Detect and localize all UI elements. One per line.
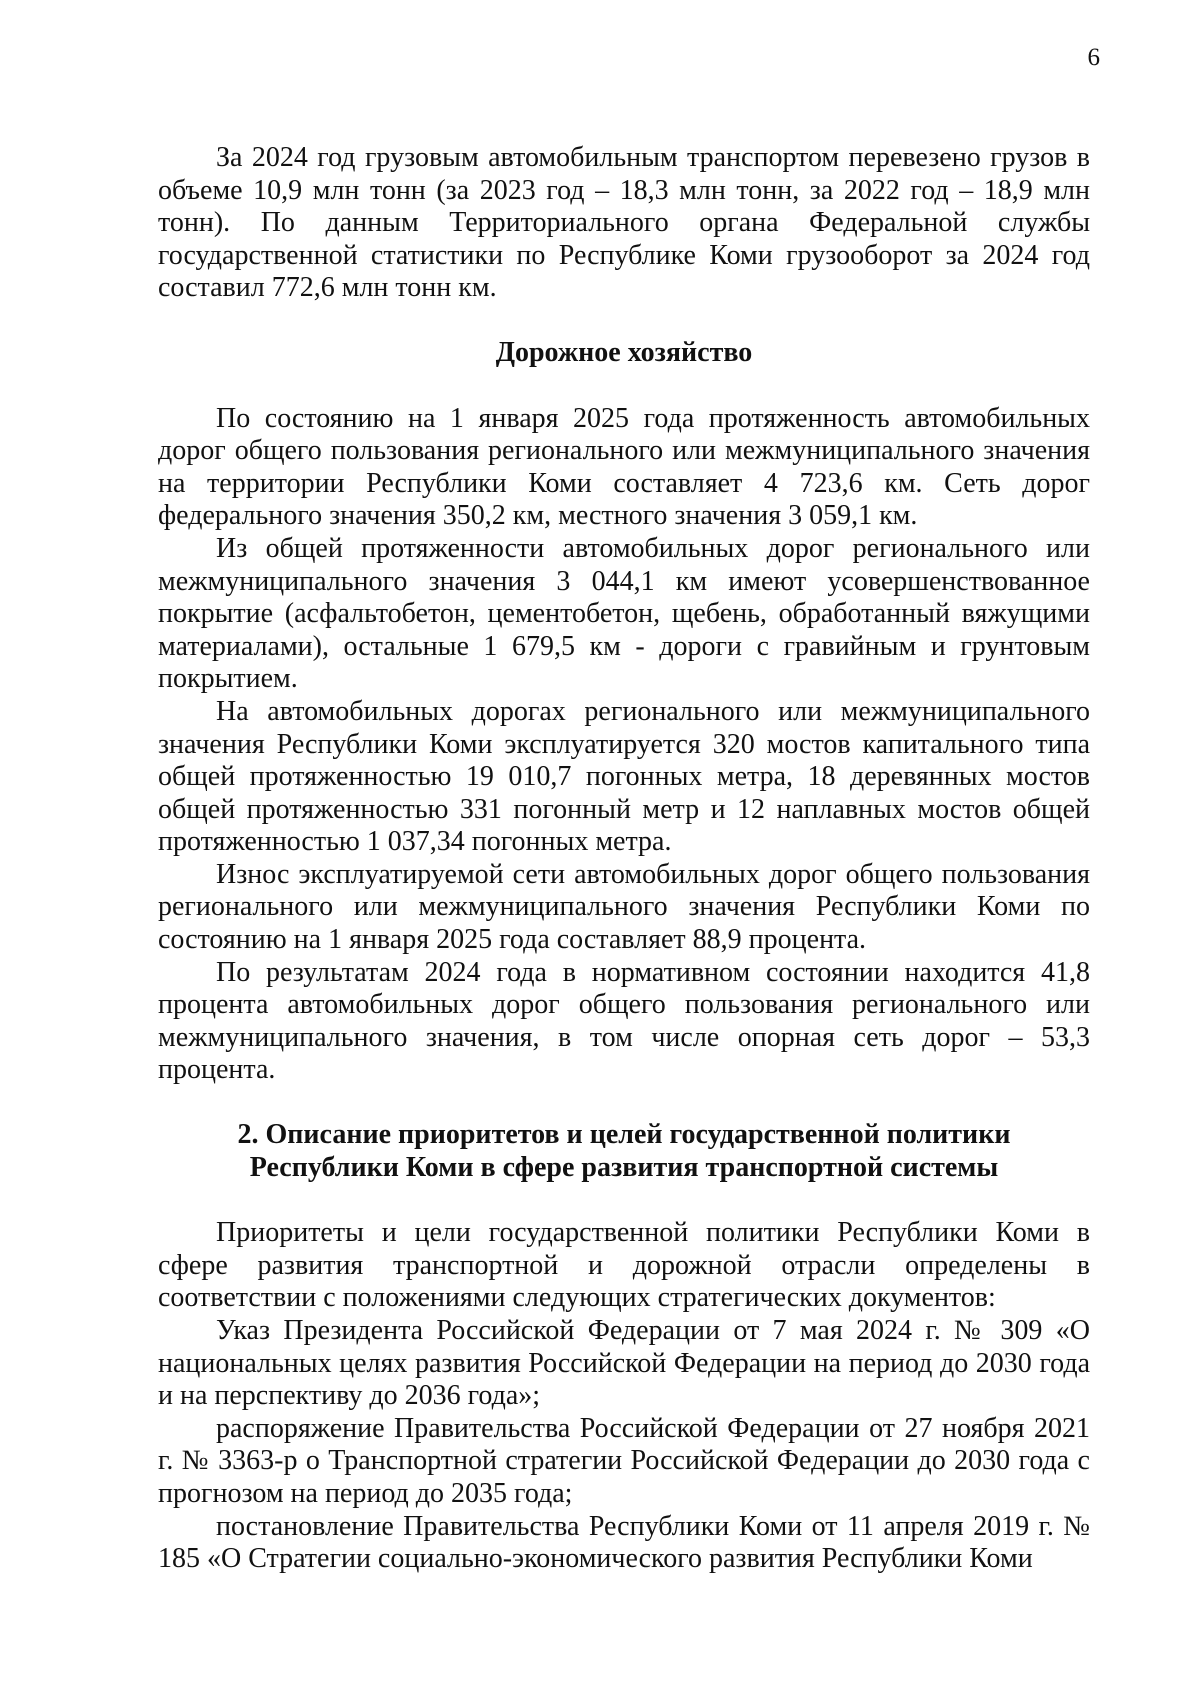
paragraph-freight: За 2024 год грузовым автомобильным транспортом перевезено грузов в объеме 10,9 млн тонн (за 2023 год – 18,3 млн тонн, за 2022 год – 18,9 млн тонн). По данным Территориального органа Федеральной службы государственной статистики по Республике Коми грузооборот за 2024 год составил 772,6 млн тонн км. [158, 142, 1090, 304]
paragraph-normative-state: По результатам 2024 года в нормативном состоянии находится 41,8 процента автомобильных дорог общего пользования регионального или межмуниципального значения, в том числе опорная сеть дорог – 53,3 процента. [158, 956, 1090, 1086]
section-heading-priorities-line1: 2. Описание приоритетов и целей государственной политики [237, 1119, 1011, 1151]
document-body [158, 142, 1090, 1576]
paragraph-wear: Износ эксплуатируемой сети автомобильных дорог общего пользования регионального или межмуниципального значения Республики Коми по состоянию на 1 января 2025 года составляет 88,9 процента. [158, 858, 1090, 956]
paragraph-decree-309: Указ Президента Российской Федерации от 7 мая 2024 г. № 309 «О национальных целях развития Российской Федерации на период до 2030 года и на перспективу до 2036 года»; [158, 1315, 1090, 1412]
paragraph-order-3363: распоряжение Правительства Российской Федерации от 27 ноября 2021 г. № 3363-р о Транспортной стратегии Российской Федерации до 2030 года с прогнозом на период до 2035 года; [158, 1412, 1090, 1509]
page-number: 6 [1087, 44, 1100, 71]
paragraph-roads-length: По состоянию на 1 января 2025 года протяженность автомобильных дорог общего пользования регионального или межмуниципального значения на территории Республики Коми составляет 4 723,6 км. Сеть дорог федерального значения 350,2 км, местного значения 3 059,1 км. [158, 402, 1090, 532]
paragraph-roads-surface: Из общей протяженности автомобильных дорог регионального или межмуниципального значения 3 044,1 км имеют усовершенствованное покрытие (асфальтобетон, цементобетон, щебень, обработанный вяжущими материалами), остальные 1 679,5 км - дороги с гравийным и грунтовым покрытием. [158, 532, 1090, 695]
paragraph-bridges: На автомобильных дорогах регионального или межмуниципального значения Республики Коми эксплуатируется 320 мостов капитального типа общей протяженностью 19 010,7 погонных метра, 18 деревянных мостов общей протяженностью 331 погонный метр и 12 наплавных мостов общей протяженностью 1 037,34 погонных метра. [158, 695, 1090, 858]
section-heading-roads: Дорожное хозяйство [495, 336, 753, 368]
paragraph-resolution-185: постановление Правительства Республики Коми от 11 апреля 2019 г. № 185 «О Стратегии социально-экономического развития Республики Коми [158, 1510, 1090, 1575]
paragraph-priorities-intro: Приоритеты и цели государственной политики Республики Коми в сфере развития транспортной и дорожной отрасли определены в соответствии с положениями следующих стратегических документов: [158, 1217, 1090, 1314]
section-heading-priorities [158, 1119, 1090, 1184]
section-heading-priorities-line2: Республики Коми в сфере развития транспортной системы [249, 1151, 999, 1183]
